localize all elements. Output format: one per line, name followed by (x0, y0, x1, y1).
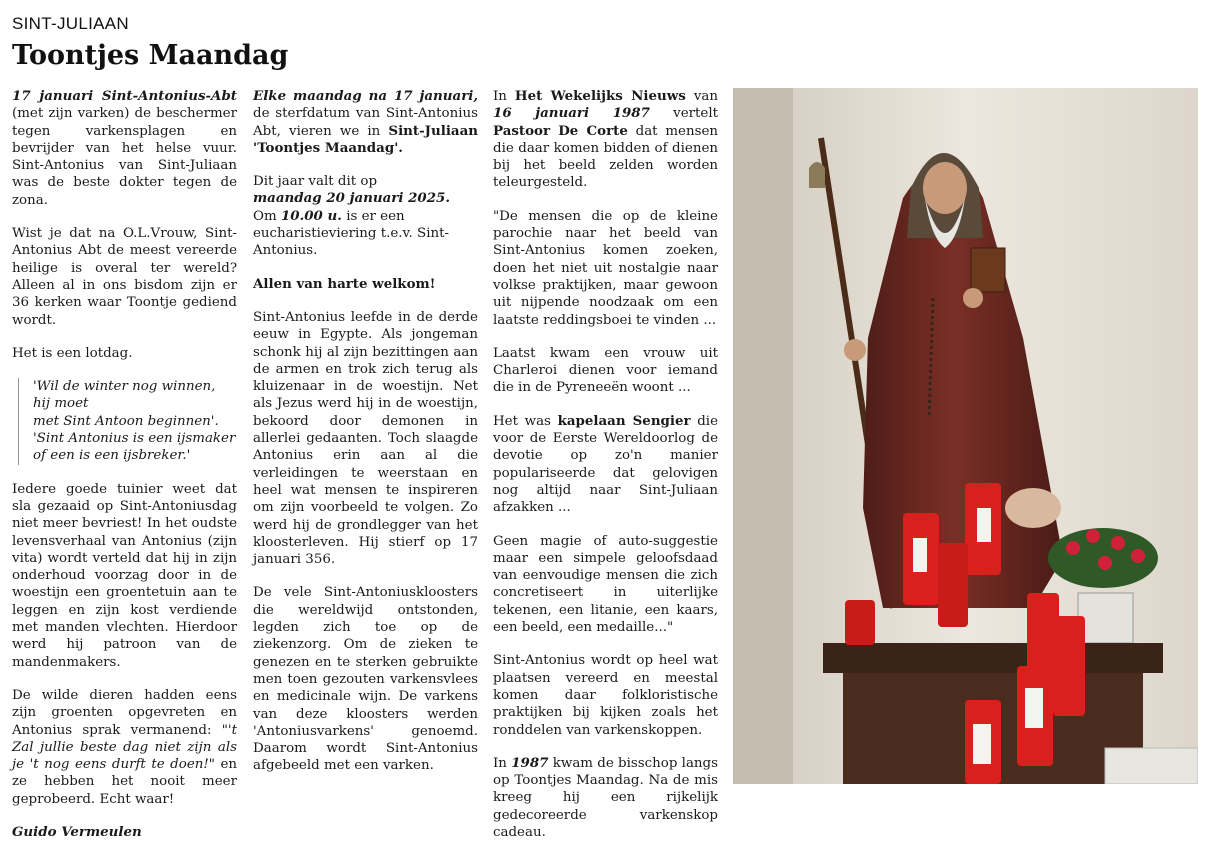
paragraph: Geen magie of auto-suggestie maar een simpele geloofsdaad van eenvoudige mensen die zich concretiseert in uiterlijke tekenen, een litanie, een kaars, een beeld, een medaille..." (493, 533, 718, 636)
poem-line: hij moet (33, 396, 89, 412)
event-date: maandag 20 januari 2025. (253, 190, 451, 207)
section-kicker: SINT-JULIAAN (12, 14, 129, 33)
hand (963, 288, 983, 308)
bold-date: 1987 (511, 754, 549, 771)
body-text: de sterfdatum van Sint-Antonius Abt, vieren we in (253, 106, 478, 139)
body-text: en ze hebben het nooit meer geprobeerd. Echt waar! (12, 757, 237, 807)
paragraph (253, 88, 478, 157)
pig (1005, 488, 1061, 528)
welcome-line: Allen van harte welkom! (253, 275, 436, 292)
bold-date: 16 januari 1987 (493, 105, 650, 122)
saint-antonius-statue-photo (733, 88, 1198, 784)
lead-text: Elke maandag na 17 januari, (253, 88, 478, 104)
event-time: 10.00 u. (280, 207, 342, 224)
candle-label (1025, 688, 1043, 728)
body-text: In (493, 89, 515, 104)
author-byline: Guido Vermeulen (12, 823, 142, 840)
paragraph (493, 88, 718, 192)
face (923, 162, 967, 214)
bold-text: kapelaan Sengier (557, 412, 691, 429)
book (971, 248, 1005, 292)
article-column-2 (253, 88, 478, 791)
paragraph: Iedere goede tuinier weet dat sla gezaaid op Sint-Antoniusdag niet meer bevriest! In het oudste levensverhaal van Antonius (zijn vita) wordt verteld dat hij in zijn onderhoud voorzag door in de woestijn een groentetuin aan te leggen en zijn kost verdiende met manden vlechten. Hierdoor werd hij patroon van de mandenmakers. (12, 481, 237, 670)
body-text: De wilde dieren hadden eens zijn groenten opgevreten en Antonius sprak vermanend: (12, 687, 237, 738)
bold-text: Sint-Juliaan 'Toontjes Maandag'. (253, 122, 478, 156)
paragraph: "De mensen die op de kleine parochie naar het beeld van Sint-Antonius komen zoeken, doen het niet uit nostalgie naar volkse praktijken, maar gewoon uit nijpende noodzaak om een laatste reddingsboei te vinden ... (493, 208, 718, 328)
article-column-3 (493, 88, 718, 857)
bold-text: Het Wekelijks Nieuws (514, 88, 686, 104)
body-text: is er een eucharistieviering t.e.v. Sint-Antonius. (253, 208, 450, 259)
paragraph (493, 755, 718, 841)
body-text: Het was (493, 413, 558, 429)
paragraph: Sint-Antonius wordt op heel wat plaatsen vereerd en meestal komen daar folkloristische praktijken bij kijken zoals het ronddelen van varkenskoppen. (493, 653, 718, 738)
article-column-1 (12, 88, 237, 841)
body-text: Dit jaar valt dit op (253, 174, 378, 190)
candle-label (913, 538, 927, 572)
wall-corner (733, 88, 793, 784)
lead-text: 17 januari Sint-Antonius-Abt (12, 88, 237, 104)
paragraph: De vele Sint-Antoniuskloosters die wereldwijd ontstonden, legden zich toe op de ziekenzorg. Om de zieken te genezen en te sterken gebruikte men toen gezouten varkensvlees en medicinale wijn. De varkens van deze kloosters werden 'Antoniusvarkens' genoemd. Daarom wordt Sint-Antonius afgebeeld met een varken. (253, 585, 478, 774)
paragraph (493, 413, 718, 517)
flower-pot (1078, 593, 1133, 643)
pedestal (823, 643, 1163, 673)
body-text: dat mensen die daar komen bidden of dienen bij het beeld zelden worden teleurgesteld. (493, 123, 718, 191)
paragraph: Wist je dat na O.L.Vrouw, Sint-Antonius Abt de meest vereerde heilige is overal ter wereld? Alleen al in ons bisdom zijn er 36 kerken waar Toontje gediend wordt. (12, 226, 237, 328)
poem-line: 'Wil de winter nog winnen, (33, 379, 216, 395)
poem-quote (18, 378, 237, 464)
bell-icon (809, 162, 825, 188)
body-text: van (685, 89, 718, 104)
candle (1053, 616, 1085, 716)
poem-line: 'Sint Antonius is een ijsmaker (33, 431, 236, 447)
candle-label (973, 724, 991, 764)
poem-line: met Sint Antoon beginnen'. (33, 413, 219, 429)
paragraph: Sint-Antonius leefde in de derde eeuw in Egypte. Als jongeman schonk hij al zijn bezittingen aan de armen en trok zich terug als kluizenaar in de woestijn. Net als Jezus werd hij in de woestijn, bekoord door demonen in allerlei gedaanten. Toch slaagde Antonius erin aan al die verleidingen te weerstaan en heel wat mensen te inspireren om zijn voorbeeld te volgen. Zo werd hij de grondlegger van het kloosterleven. Hij stierf op 17 januari 356. (253, 309, 478, 568)
candle (938, 543, 968, 627)
article-headline: Toontjes Maandag (12, 40, 289, 71)
candle (845, 600, 875, 645)
candle-label (977, 508, 991, 542)
body-text: die voor de Eerste Wereldoorlog de devotie op zo'n manier populariseerde dat gelovigen nog altijd naar Sint-Juliaan afzakken ... (493, 413, 718, 516)
body-text: Om (253, 208, 281, 224)
bold-text: Pastoor De Corte (493, 122, 628, 139)
paragraph (253, 173, 478, 259)
paragraph (12, 687, 237, 808)
paragraph: Het is een lotdag. (12, 345, 133, 361)
statue-illustration (733, 88, 1198, 784)
quote-text: "'t Zal jullie beste dag niet zijn als je 't nog eens durft te doen!" (12, 722, 237, 773)
body-text: (met zijn varken) de beschermer tegen varkensplagen en bevrijder van het helse vuur. Sint-Antonius van Sint-Juliaan was de beste dokter tegen de zona. (12, 106, 237, 208)
poem-line: of een is een ijsbreker.' (33, 448, 191, 464)
radiator (1105, 748, 1198, 784)
body-text: In (493, 755, 512, 771)
paragraph: Laatst kwam een vrouw uit Charleroi dienen voor iemand die in de Pyreneeën woont ... (493, 345, 718, 396)
paragraph (12, 88, 237, 209)
body-text: kwam de bisschop langs op Toontjes Maandag. Na de mis kreeg hij een rijkelijk gedecoreerde varkenskop cadeau. (493, 755, 718, 840)
body-text: vertelt (649, 106, 718, 122)
hand (844, 339, 866, 361)
